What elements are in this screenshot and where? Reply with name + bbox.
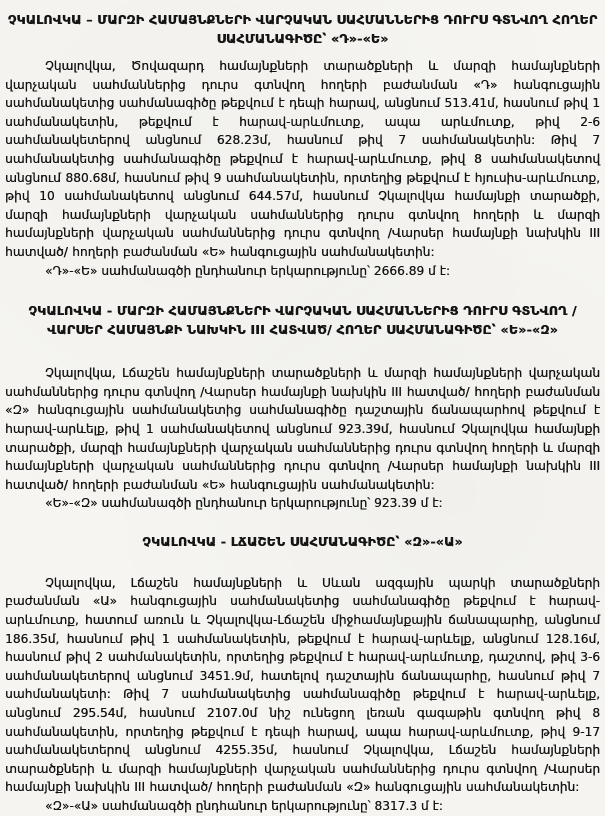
section-total-length-e-z: «Ե»-«Զ» սահմանագծի ընդհանուր երկարությունը՝ 923.39 մ է: (45, 496, 443, 511)
section-title-z-a: ՉԿԱԼՈՎԿԱ - ԼՃԱՇԵՆ ՍԱՀՄԱՆԱԳԻԾԸ՝ «Զ»-«Ա» (142, 533, 463, 549)
section-body-d-e: Չկալովկա, Ծովազարդ համայնքների տարածքների և մարզի համայնքների վարչական սահմաններից դուրս գտնվող հողերի բաժանման «Դ» հանգուցային սահմանակետից սահմանագիծը թեքվում է դեպի հարավ, անցնում 513.41մ, հասնում թիվ 1 սահմանակետին, թեքվում է հարավ-արևմուտք, ապա արևմուտք, թիվ 2-6 սահմանակետերով անցնում 628.23մ, հասնում թիվ 7 սահմանակետին: Թիվ 7 սահմանակետից սահմանագիծը թեքվում է հարավ-արևմուտք, թիվ 8 սահմանակետով անցնում 880.68մ, հասնում թիվ 9 սահմանակետին, որտեղից թեքվում է հյուսիս-արևմուտք, թիվ 10 սահմանակետով անցնում 644.57մ, հասնում Չկալովկա համայնքի տարածքի, մարզի համայնքների վարչական սահմաններից դուրս գտնվող հողերի և մարզի համայնքների վարչական սահմաններից դուրս գտնվող /Վարսեր համայնքի նախկին III հատված/ հողերի բաժանման «Ե» հանգուցային սահմանակետին: (5, 59, 600, 259)
boundary-section-e-z (5, 301, 600, 513)
section-body-e-z: Չկալովկա, Լճաշեն համայնքների տարածքների և մարզի համայնքների վարչական սահմաններից դուրս գտնվող /Վարսեր համայնքի նախկին III հատված/ հողերի բաժանման «Զ» հանգուցային սահմանակետից սահմանագիծը դաշտային ճանապարհով թեքվում է հարավ-արևելք, թիվ 1 սահմանակետով անցնում 923.39մ, հասնում Չկալովկա համայնքի տարածքի, մարզի համայնքների վարչական սահմաններից դուրս գտնվող հողերի և մարզի համայնքների վարչական սահմաններից դուրս գտնվող /Վարսեր համայնքի նախկին III հատված/ հողերի բաժանման «Ե» հանգուցային սահմանակետին: (5, 366, 600, 492)
section-title-e-z: ՉԿԱԼՈՎԿԱ - ՄԱՐԶԻ ՀԱՄԱՅՆՔՆԵՐԻ ՎԱՐՉԱԿԱՆ ՍԱՀՄԱՆՆԵՐԻՑ ԴՈՒՐՍ ԳՏՆՎՈՂ /ՎԱՐՍԵՐ ՀԱՄԱՅՆՔԻ ՆԱԽԿԻՆ III ՀԱՏՎԱԾ/ ՀՈՂԵՐ ՍԱՀՄԱՆԱԳԻԾԸ՝ «Ե»-«Զ» (28, 303, 577, 338)
section-total-length-d-e: «Դ»-«Ե» սահմանագծի ընդհանուր երկարությունը՝ 2666.89 մ է: (45, 263, 450, 278)
boundary-section-z-a (5, 532, 600, 816)
boundary-section-d-e (5, 10, 600, 280)
section-title-d-e: ՉԿԱԼՈՎԿԱ – ՄԱՐԶԻ ՀԱՄԱՅՆՔՆԵՐԻ ՎԱՐՉԱԿԱՆ ՍԱՀՄԱՆՆԵՐԻՑ ԴՈՒՐՍ ԳՏՆՎՈՂ ՀՈՂԵՐ ՍԱՀՄԱՆԱԳԻԾԸ՝ «Դ»-«Ե» (7, 12, 598, 46)
section-total-length-z-a: «Զ»-«Ա» սահմանագծի ընդհանուր երկարությունը՝ 8317.3 մ է: (45, 799, 443, 813)
section-body-z-a: Չկալովկա, Լճաշեն համայնքների և Սևան ազգային պարկի տարածքների բաժանման «Ա» հանգուցային սահմանակետից սահմանագիծը թեքվում է հարավ-արևմուտք, հատում առուն և Չկալովկա-Լճաշեն միջհամայնքային ճանապարհը, անցնում 186.35մ, հասնում թիվ 1 սահմանակետին, թեքվում է հարավ-արևելք, անցնում 128.16մ, հասնում թիվ 2 սահմանակետին, որտեղից թեքվում է հարավ-արևմուտք, դաշտով, թիվ 3-6 սահմանակետերով անցնում 3451.9մ, հատելով դաշտային ճանապարհը, հասնում թիվ 7 սահմանակետի: Թիվ 7 սահմանակետից սահմանագիծը թեքվում է հարավ-արևելք, անցնում 295.54մ, հասնում 2107.0մ նիշ ունեցող լեռան գագաթին գտնվող թիվ 8 սահմանակետին, որտեղից թեքվում է դեպի հարավ, ապա հարավ-արևմուտք, թիվ 9-17 սահմանակետերով անցնում 4255.35մ, հասնում Չկալովկա, Լճաշեն համայնքների տարածքների և մարզի համայնքների վարչական սահմաններից դուրս գտնվող /Վարսեր համայնքի նախկին III հատված/ հողերի բաժանման «Զ» հանգուցային սահմանակետին: (5, 575, 600, 795)
